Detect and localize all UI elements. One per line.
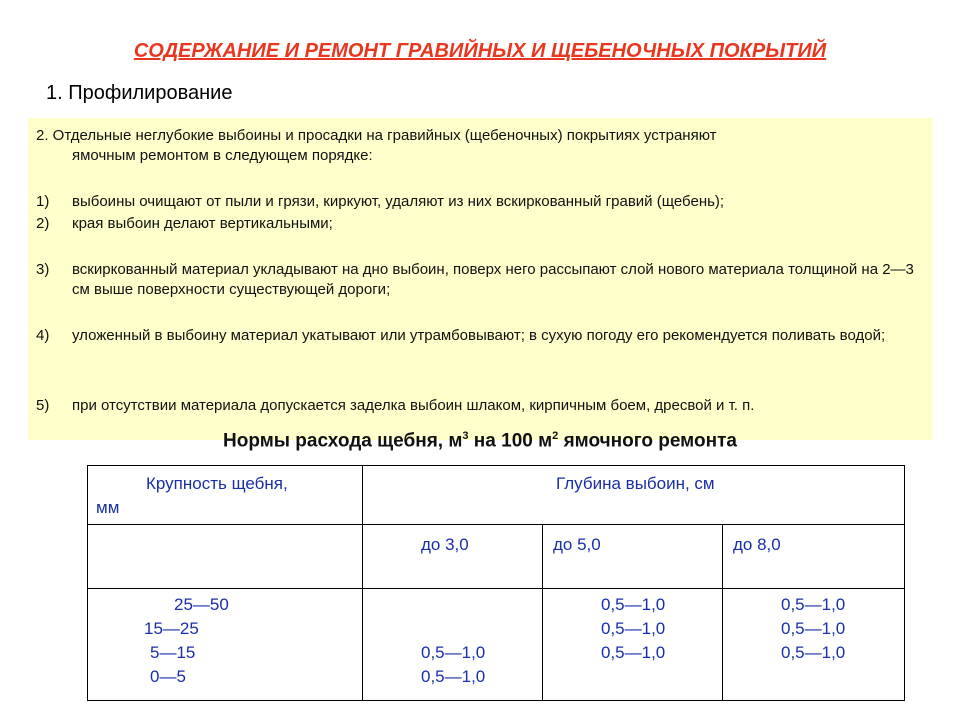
depth-header-5: до 5,0 [553,535,601,554]
norm-value: 0,5—1,0 [601,643,666,662]
values-depth-3 [421,641,485,689]
step-2 [36,214,916,234]
size-value: 25—50 [174,595,229,614]
step-number: 3) [36,261,50,278]
step-text: уложенный в выбоину материал укатывают или утрамбовывают; в сухую погоду его рекомендуется поливать водой; [72,327,886,344]
norm-value: 0,5—1,0 [781,643,846,662]
norm-value: 0,5—1,0 [781,595,846,614]
norm-value: 0,5—1,0 [421,643,486,662]
header-depth: Глубина выбоин, см [556,474,715,493]
header-size-unit: мм [96,498,120,517]
values-depth-8 [781,593,845,665]
step-5 [36,396,916,416]
superscript: 2 [552,430,559,442]
values-depth-5 [601,593,665,665]
page-title: СОДЕРЖАНИЕ И РЕМОНТ ГРАВИЙНЫХ И ЩЕБЕНОЧНЫХ ПОКРЫТИЙ [133,40,827,62]
step-1 [36,192,916,212]
table-border-bottom [87,700,905,701]
table-divider [87,524,905,525]
table-divider [722,524,723,701]
step-number: 2) [36,215,50,232]
table-border-top [87,465,905,466]
step-text: при отсутствии материала допускается заделка выбоин шлаком, кирпичным боем, дресвой и т. п. [72,397,755,414]
table-title-part: ямочного ремонта [558,430,737,452]
norm-value: 0,5—1,0 [781,619,846,638]
intro-paragraph [36,126,916,166]
norm-value: 0,5—1,0 [601,619,666,638]
step-4 [36,326,916,346]
step-number: 4) [36,327,50,344]
step-text: вскиркованный материал укладывают на дно выбоин, поверх него рассыпают слой нового материала толщиной на 2—3 см выше поверхности существующей дороги; [72,261,914,298]
table-title-part: на 100 м [468,430,553,452]
intro-line-1: 2. Отдельные неглубокие выбоины и просадки на гравийных (щебеночных) покрытиях устраняют [36,127,717,144]
size-value: 5—15 [150,643,196,662]
depth-header-8: до 8,0 [733,535,781,554]
step-3 [36,260,916,300]
table-border-left [87,465,88,701]
size-list [140,593,229,689]
norm-value: 0,5—1,0 [421,667,486,686]
table-divider [542,524,543,701]
size-value: 0—5 [150,667,186,686]
section-heading: 1. Профилирование [46,82,233,104]
table-divider [87,588,905,589]
norm-value: 0,5—1,0 [601,595,666,614]
size-value: 15—25 [144,619,199,638]
table-title [0,430,960,452]
superscript: 3 [462,430,469,442]
step-number: 1) [36,193,50,210]
step-text: края выбоин делают вертикальными; [72,215,333,232]
table-border-right [904,465,905,701]
header-size: Крупность щебня, [146,474,288,493]
step-text: выбоины очищают от пыли и грязи, киркуют, удаляют из них вскиркованный гравий (щебень); [72,193,725,210]
step-number: 5) [36,397,50,414]
intro-line-2: ямочным ремонтом в следующем порядке: [72,147,373,164]
table-divider [362,465,363,701]
depth-header-3: до 3,0 [421,535,469,554]
table-title-part: Нормы расхода щебня, м [223,430,463,452]
